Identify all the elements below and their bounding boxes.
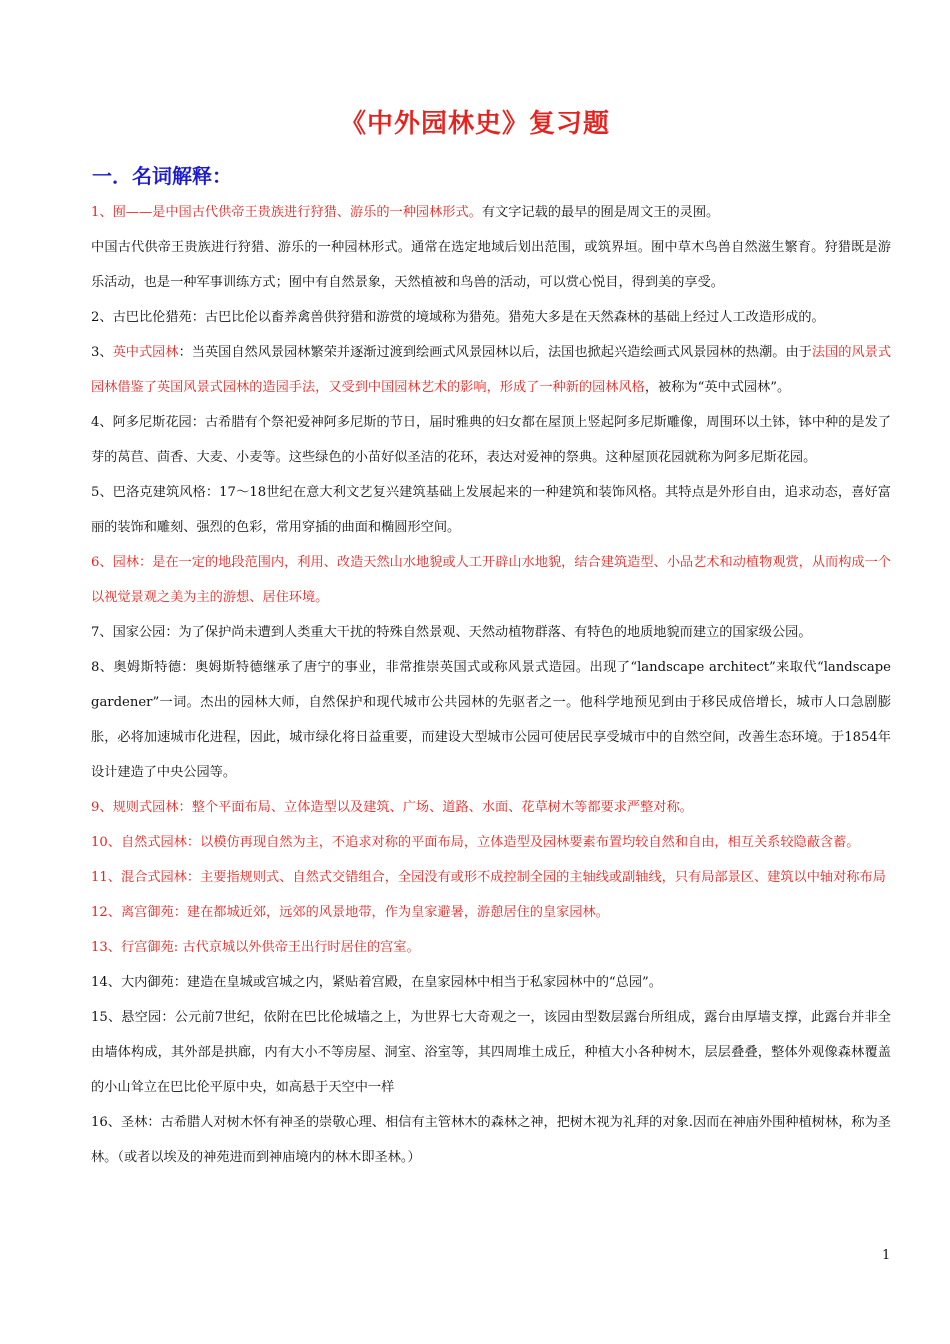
definition-entry — [91, 475, 891, 545]
definition-entry — [91, 230, 891, 300]
body-text: 7、国家公园：为了保护尚未遭到人类重大干扰的特殊自然景观、天然动植物群落、有特色的地质地貌而建立的国家级公园。 — [91, 625, 812, 640]
body-text: 3、 — [91, 345, 113, 360]
page-number: 1 — [882, 1248, 891, 1263]
definition-entry — [91, 615, 891, 650]
definition-entry — [91, 195, 891, 230]
definition-entry — [91, 335, 891, 405]
definition-list — [91, 195, 891, 1175]
definition-entry — [91, 965, 891, 1000]
definition-entry — [91, 1105, 891, 1175]
highlighted-text: 法国的风景式园林借鉴了英国风景式园林的造园手法，又受到中国园林艺术的影响，形成了一种新的园林风格 — [91, 345, 892, 395]
body-text: 8、奥姆斯特德：奥姆斯特德继承了唐宁的事业，非常推崇英国式或称风景式造园。出现了“landscape architect”来取代“landscape gardener”一词。杰出的园林大师，自然保护和现代城市公共园林的先驱者之一。他科学地预见到由于移民成倍增长，城市人口急剧膨胀，必将加速城市化进程，因此，城市绿化将日益重要，而建设大型城市公园可使居民享受城市中的自然空间，改善生态环境。于1854年设计建造了中央公园等。 — [91, 660, 891, 780]
body-text: 16、圣林：古希腊人对树木怀有神圣的崇敬心理、相信有主管林木的森林之神，把树木视为礼拜的对象.因而在神庙外围种植树林，称为圣林。（或者以埃及的神苑进而到神庙境内的林木即圣林。） — [91, 1115, 891, 1165]
definition-entry — [91, 1000, 891, 1105]
document-title: 《中外园林史》复习题 — [339, 109, 610, 139]
section-heading: 一．名词解释： — [92, 164, 232, 188]
definition-entry — [91, 300, 891, 335]
highlighted-text: 11、混合式园林：主要指规则式、自然式交错组合，全园没有或形不成控制全园的主轴线或副轴线，只有局部景区、建筑以中轴对称布局 — [91, 870, 886, 885]
highlighted-text: 13、行宫御苑: 古代京城以外供帝王出行时居住的宫室。 — [91, 940, 420, 955]
highlighted-text: 6、园林：是在一定的地段范围内，利用、改造天然山水地貌或人工开辟山水地貌，结合建筑造型、小品艺术和动植物观赏，从而构成一个以视觉景观之美为主的游想、居住环境。 — [91, 555, 891, 605]
body-text: 14、大内御苑：建造在皇城或宫城之内，紧贴着宫殿，在皇家园林中相当于私家园林中的“总园”。 — [91, 975, 662, 990]
highlighted-text: 1、囿——是中国古代供帝王贵族进行狩猎、游乐的一种园林形式。 — [91, 205, 482, 220]
body-text: 有文字记载的最早的囿是周文王的灵囿。 — [481, 205, 720, 220]
definition-entry — [91, 545, 891, 615]
definition-entry — [91, 930, 891, 965]
definition-entry — [91, 825, 891, 860]
definition-entry — [91, 405, 891, 475]
body-text: 4、阿多尼斯花园：古希腊有个祭祀爱神阿多尼斯的节日，届时雅典的妇女都在屋顶上竖起阿多尼斯雕像，周围环以土钵，钵中种的是发了芽的莴苣、茴香、大麦、小麦等。这些绿色的小苗好似圣洁的花环，表达对爱神的祭典。这种屋顶花园就称为阿多尼斯花园。 — [91, 415, 891, 465]
highlighted-text: 10、自然式园林：以模仿再现自然为主，不追求对称的平面布局，立体造型及园林要素布置均较自然和自由，相互关系较隐蔽含蓄。 — [91, 835, 860, 850]
highlighted-text: 9、规则式园林：整个平面布局、立体造型以及建筑、广场、道路、水面、花草树木等都要求严整对称。 — [91, 800, 693, 815]
body-text: ，被称为“英中式园林”。 — [644, 380, 791, 395]
highlighted-text: 英中式园林 — [112, 345, 179, 360]
highlighted-text: 12、离宫御苑：建在都城近郊，远郊的风景地带，作为皇家避暑，游憩居住的皇家园林。 — [91, 905, 609, 920]
body-text: 15、悬空园：公元前7世纪，依附在巴比伦城墙之上，为世界七大奇观之一，该园由型数层露台所组成，露台由厚墙支撑，此露台并非全由墙体构成，其外部是拱廊，内有大小不等房屋、洞室、浴室等，其四周堆土成丘，种植大小各种树木，层层叠叠，整体外观像森林覆盖的小山耸立在巴比伦平原中央，如高悬于天空中一样 — [91, 1010, 891, 1095]
definition-entry — [91, 860, 891, 895]
definition-entry — [91, 895, 891, 930]
definition-entry — [91, 790, 891, 825]
definition-entry — [91, 650, 891, 790]
body-text: 5、巴洛克建筑风格：17～18世纪在意大利文艺复兴建筑基础上发展起来的一种建筑和装饰风格。其特点是外形自由，追求动态，喜好富丽的装饰和雕刻、强烈的色彩，常用穿插的曲面和椭圆形空间。 — [91, 485, 891, 535]
body-text: 2、古巴比伦猎苑：古巴比伦以畜养禽兽供狩猎和游赏的境域称为猎苑。猎苑大多是在天然森林的基础上经过人工改造形成的。 — [91, 310, 825, 325]
body-text: ：当英国自然风景园林繁荣并逐渐过渡到绘画式风景园林以后，法国也掀起兴造绘画式风景园林的热潮。由于 — [178, 345, 812, 360]
body-text: 中国古代供帝王贵族进行狩猎、游乐的一种园林形式。通常在选定地域后划出范围，或筑界垣。囿中草木鸟兽自然滋生繁育。狩猎既是游乐活动，也是一种军事训练方式；囿中有自然景象，天然植被和鸟兽的活动，可以赏心悦目，得到美的享受。 — [91, 240, 891, 290]
